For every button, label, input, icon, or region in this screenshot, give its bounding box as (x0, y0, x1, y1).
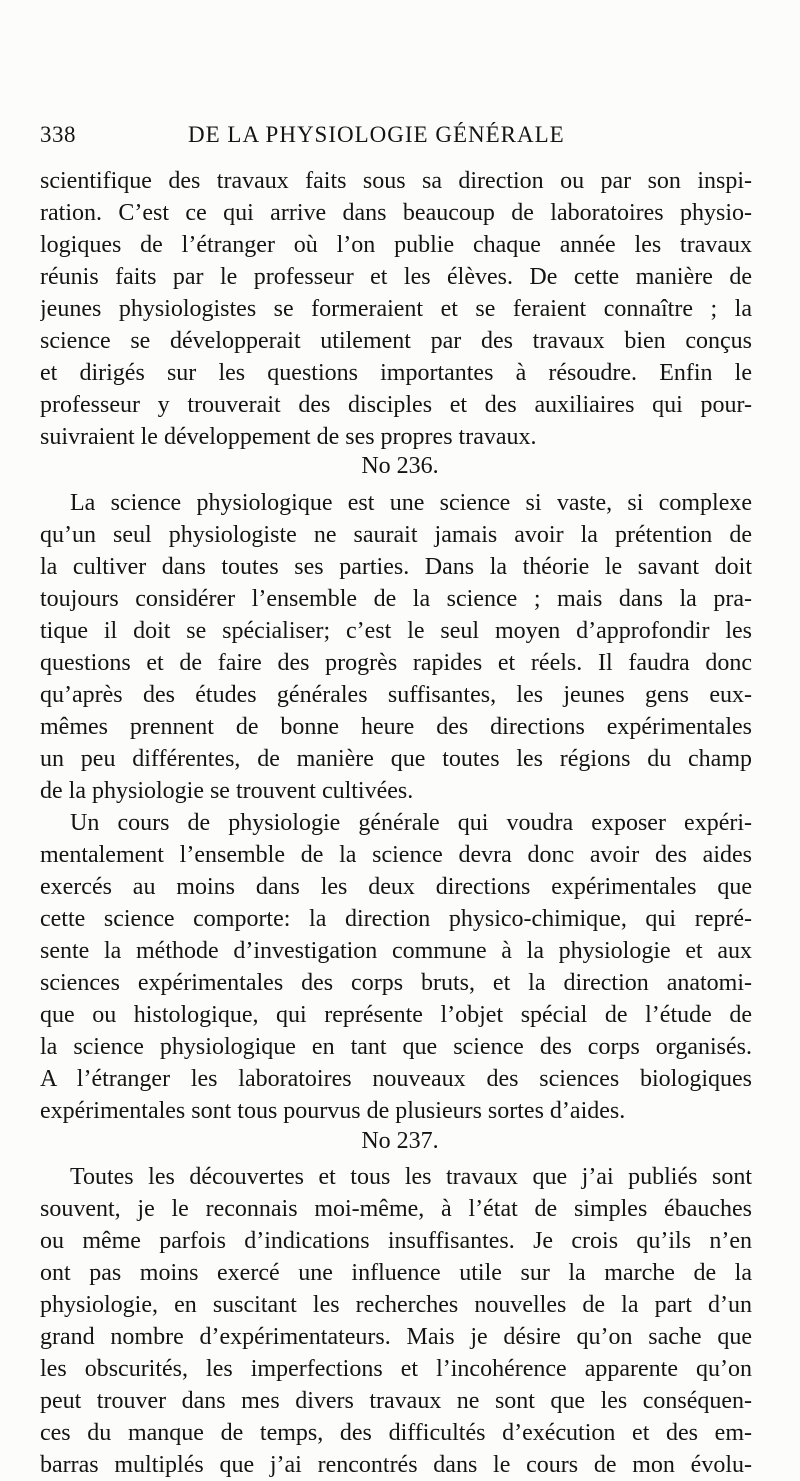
text-line: scientifique des travaux faits sous sa direction ou par son inspi- (40, 168, 752, 194)
page-number: 338 (40, 122, 76, 147)
text-line: tique il doit se spécialiser; c’est le seul moyen d’approfondir les (40, 618, 752, 644)
text-line: de la physiologie se trouvent cultivées. (40, 778, 414, 804)
text-line: barras multiplés que j’ai rencontrés dans le cours de mon évolu- (40, 1452, 752, 1478)
text-line: ces du manque de temps, des difficultés d’exécution et des em- (40, 1420, 752, 1446)
text-line: réunis faits par le professeur et les élèves. De cette manière de (40, 264, 752, 290)
text-line: A l’étranger les laboratoires nouveaux des sciences biologiques (40, 1066, 752, 1092)
text-line: les obscurités, les imperfections et l’incohérence apparente qu’on (40, 1356, 752, 1382)
text-line: un peu différentes, de manière que toutes les régions du champ (40, 746, 752, 772)
text-line: science se développerait utilement par des travaux bien conçus (40, 328, 752, 354)
text-line: expérimentales sont tous pourvus de plusieurs sortes d’aides. (40, 1098, 626, 1124)
text-line: sente la méthode d’investigation commune à la physiologie et aux (40, 938, 752, 964)
text-line: mêmes prennent de bonne heure des directions expérimentales (40, 714, 752, 740)
text-line: souvent, je le reconnais moi-même, à l’état de simples ébauches (40, 1196, 752, 1222)
text-line: et dirigés sur les questions importantes à résoudre. Enfin le (40, 360, 752, 386)
text-line: exercés au moins dans les deux directions expérimentales que (40, 874, 752, 900)
text-line: qu’après des études générales suffisantes, les jeunes gens eux- (40, 682, 752, 708)
text-line: suivraient le développement de ses propres travaux. (40, 424, 537, 450)
section-number-236: No 236. (361, 453, 439, 479)
text-line: physiologie, en suscitant les recherches nouvelles de la part d’un (40, 1292, 752, 1318)
text-line: ration. C’est ce qui arrive dans beaucoup de laboratoires physio- (40, 200, 752, 226)
text-line: questions et de faire des progrès rapides et réels. Il faudra donc (40, 650, 752, 676)
text-line: que ou histologique, qui représente l’objet spécial de l’étude de (40, 1002, 752, 1028)
text-line: qu’un seul physiologiste ne saurait jamais avoir la prétention de (40, 522, 752, 548)
text-line: sciences expérimentales des corps bruts, et la direction anatomi- (40, 970, 752, 996)
text-line: Un cours de physiologie générale qui voudra exposer expéri- (70, 810, 752, 836)
text-line: La science physiologique est une science si vaste, si complexe (70, 490, 752, 516)
text-line: ou même parfois d’indications insuffisantes. Je crois qu’ils n’en (40, 1228, 752, 1254)
text-line: professeur y trouverait des disciples et des auxiliaires qui pour- (40, 392, 752, 418)
text-line: peut trouver dans mes divers travaux ne sont que les conséquen- (40, 1388, 752, 1414)
text-line: mentalement l’ensemble de la science devra donc avoir des aides (40, 842, 752, 868)
text-line: la cultiver dans toutes ses parties. Dans la théorie le savant doit (40, 554, 752, 580)
running-title: DE LA PHYSIOLOGIE GÉNÉRALE (188, 122, 565, 147)
text-line: la science physiologique en tant que science des corps organisés. (40, 1034, 752, 1060)
text-line: Toutes les découvertes et tous les travaux que j’ai publiés sont (70, 1164, 752, 1190)
text-line: grand nombre d’expérimentateurs. Mais je désire qu’on sache que (40, 1324, 752, 1350)
section-number-237: No 237. (361, 1128, 439, 1154)
text-line: ont pas moins exercé une influence utile sur la marche de la (40, 1260, 752, 1286)
text-line: toujours considérer l’ensemble de la science ; mais dans la pra- (40, 586, 752, 612)
text-line: jeunes physiologistes se formeraient et se feraient connaître ; la (40, 296, 752, 322)
text-line: logiques de l’étranger où l’on publie chaque année les travaux (40, 232, 752, 258)
text-line: cette science comporte: la direction physico-chimique, qui repré- (40, 906, 752, 932)
